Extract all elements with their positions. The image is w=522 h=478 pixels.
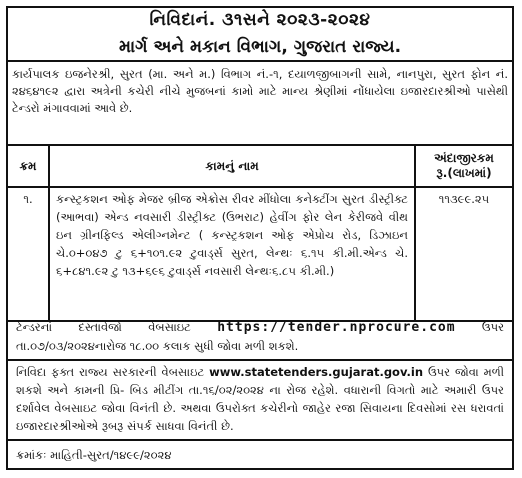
table-header-row: [7, 145, 513, 187]
notice-number: નિવિદાનં. ૩૧સને ૨૦૨૩-૨૦૨૪: [149, 10, 371, 30]
row-estimate: ૧૧૩૯૯.૨૫: [415, 187, 513, 321]
header-no: ક્રમ: [7, 145, 49, 187]
header-work-name: કામનું નામ: [49, 145, 415, 187]
works-table: [6, 144, 514, 322]
notes-section: [6, 316, 514, 441]
row-no: ૧.: [7, 187, 49, 321]
table-row: [7, 187, 513, 321]
tender-url-link[interactable]: https://tender.nprocure.com: [217, 320, 456, 335]
state-tenders-url-link[interactable]: www.statetenders.gujarat.gov.in: [209, 365, 424, 379]
tender-docs-note: [6, 316, 514, 361]
reference-number: ક્રમાંકઃ માહિતી-સુરત/૧૪૯૯/૨૦૨૪: [16, 448, 172, 462]
header-estimate-line1: અંદાજીરકમ: [434, 151, 494, 165]
info-note-post: ઉપર જોવા મળી શકશે અને કામની પ્રિ- બિડ મીટીંગ તા.૧૬/૦૨/૨૦૨૪ ના રોજ રહેશે. વધારાની વિગતો માટે અમારી ઉપર દર્શાવેલ વેબસાઇટ જોવા વિનંતી છે. અથવા ઉપરોક્ત કચેરીનો જાહેર રજા સિવાયના દિવસોમાં રસ ધરાવતાં ઇજારદારશ્રીઓએ રૂબરૂ સંપર્ક સાધવા વિનંતી છે.: [16, 365, 505, 433]
header-estimate: [415, 145, 513, 187]
tender-note-pre: ટેન્ડરનાં દસ્તાવેજો વેબસાઇટ: [16, 320, 191, 334]
header-estimate-line2: રૂ.(લાખમાં): [436, 166, 492, 180]
info-note: [6, 361, 514, 441]
intro-text: કાર્યપાલક ઇજનેરશ્રી, સુરત (મા. અને મ.) વિભાગ નં.-૧, દયાળજીબાગની સામે, નાનપુરા, સુરત ફોન નં. ૨૪૬૪૧૯૨ દ્વારા અત્રેની કચેરી નીચે મુજબનાં કામો માટે માન્ય શ્રેણીમાં નોંધાયેલા ઇજારદારશ્રીઓ પાસેથી ટેન્ડરો મંગાવવામાં આવે છે.: [12, 67, 508, 115]
intro-paragraph: [12, 66, 508, 117]
row-work-name: [49, 187, 415, 321]
row-work-text: કન્સ્ટ્રકશન ઓફ મેજર બ્રીજ એક્રોસ રીવર મીંધોલા કનેક્ટીંગ સુરત ડીસ્ટ્રીક્ટ (આભવા) એન્ડ નવસારી ડીસ્ટ્રીક્ટ (ઉભરાટ) હેવીંગ ફોર લેન કેરીજવે વીથ ઇન ગ્રીનફિલ્ડ એલીગ્નમેન્ટ ( કન્સ્ટ્રકશન ઓફ એપ્રોચ રોડ, ડિઝાઇન ચે.૦+૦૪૭ ટુ ૬+૧૦૧.૯૨ ટુવાર્ડ્સ સુરત, લેન્થઃ ૬.૧૫ કી.મી.એન્ડ ચે. ૬+૮૪૧.૯૨ ટુ ૧૩+૬૯૬ ટુવાર્ડ્સ નવસારી લેન્થઃ૬.૮૫ કી.મી.): [56, 192, 408, 278]
info-note-pre: નિવિદા ફક્ત રાજ્ય સરકારની વેબસાઇટ: [16, 365, 205, 379]
department-title: માર્ગ અને મકાન વિભાગ, ગુજરાત રાજ્ય.: [6, 34, 514, 62]
notice-header: [6, 6, 514, 62]
tender-note-post: ઉપર તા.૦૭/૦૩/૨૦૨૪નારોજ ૧૮.૦૦ કલાક સુધી જોવા મળી શકશે.: [16, 320, 505, 353]
